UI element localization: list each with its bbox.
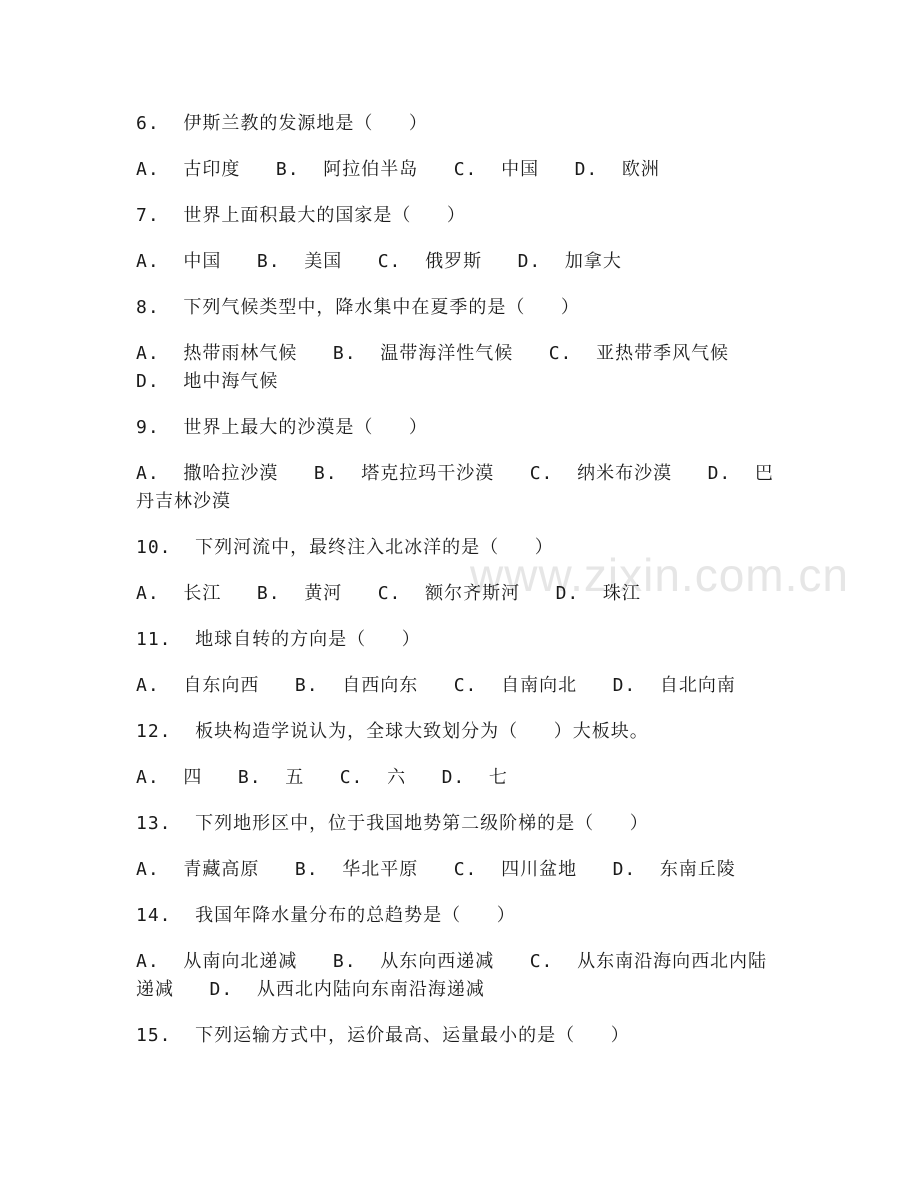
- options-7: A. 中国 B. 美国 C. 俄罗斯 D. 加拿大: [136, 251, 622, 272]
- question-15: 15. 下列运输方式中，运价最高、运量最小的是（ ）: [136, 1025, 630, 1046]
- options-9: A. 撒哈拉沙漠 B. 塔克拉玛干沙漠 C. 纳米布沙漠 D. 巴丹吉林沙漠: [136, 463, 774, 512]
- options-14: A. 从南向北递减 B. 从东向西递减 C. 从东南沿海向西北内陆递减 D. 从西北内陆向东南沿海递减: [136, 951, 768, 1000]
- question-7: 7. 世界上面积最大的国家是（ ）: [136, 205, 466, 226]
- question-14: 14. 我国年降水量分布的总趋势是（ ）: [136, 905, 516, 926]
- question-12: 12. 板块构造学说认为，全球大致划分为（ ）大板块。: [136, 721, 649, 742]
- question-8: 8. 下列气候类型中，降水集中在夏季的是（ ）: [136, 297, 580, 318]
- options-13: A. 青藏高原 B. 华北平原 C. 四川盆地 D. 东南丘陵: [136, 859, 736, 880]
- options-11: A. 自东向西 B. 自西向东 C. 自南向北 D. 自北向南: [136, 675, 736, 696]
- question-9: 9. 世界上最大的沙漠是（ ）: [136, 417, 428, 438]
- watermark: www.zixin.com.cn: [470, 549, 849, 601]
- options-6: A. 古印度 B. 阿拉伯半岛 C. 中国 D. 欧洲: [136, 159, 660, 180]
- question-11: 11. 地球自转的方向是（ ）: [136, 629, 421, 650]
- question-13: 13. 下列地形区中，位于我国地势第二级阶梯的是（ ）: [136, 813, 649, 834]
- options-8: A. 热带雨林气候 B. 温带海洋性气候 C. 亚热带季风气候 D. 地中海气候: [136, 343, 765, 392]
- question-6: 6. 伊斯兰教的发源地是（ ）: [136, 113, 428, 134]
- options-10: A. 长江 B. 黄河 C. 额尔齐斯河 D. 珠江: [136, 583, 641, 604]
- question-10: 10. 下列河流中，最终注入北冰洋的是（ ）: [136, 537, 554, 558]
- question-list: [136, 110, 784, 1068]
- options-12: A. 四 B. 五 C. 六 D. 七: [136, 767, 508, 788]
